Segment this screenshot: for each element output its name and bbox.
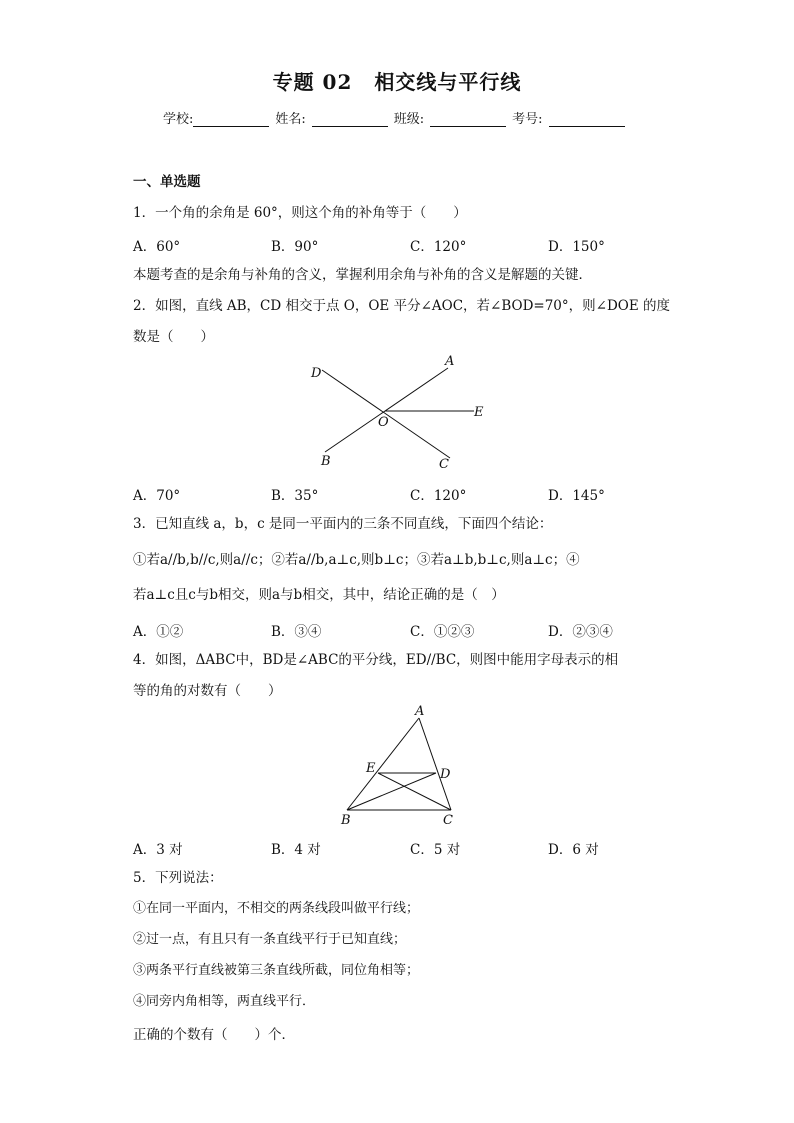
question-5-item-4: ④同旁内角相等，两直线平行． (133, 994, 316, 1009)
question-5-item-2: ②过一点，有且只有一条直线平行于已知直线； (133, 932, 407, 947)
title-topic-number: 专题 02 (272, 70, 353, 94)
option-d[interactable]: D．②③④ (548, 624, 613, 640)
line-dc (322, 370, 450, 458)
title-topic-name: 相交线与平行线 (374, 70, 522, 94)
question-4-text-line2: 等的角的对数有（ ） (133, 683, 282, 699)
option-d[interactable]: D．6 对 (548, 842, 599, 858)
label-b: B (321, 454, 331, 469)
question-5-text: 5．下列说法： (133, 870, 223, 886)
question-3-options (133, 620, 693, 638)
question-3-statements: ①若a//b,b//c,则a//c；②若a//b,a⊥c,则b⊥c；③若a⊥b,b⊥c,则a⊥c；④ (133, 552, 580, 568)
question-2-text-line2: 数是（ ） (133, 329, 214, 345)
label-e: E (474, 405, 484, 420)
question-3-statement-4: 若a⊥c且c与b相交，则a与b相交，其中，结论正确的是（ ） (133, 587, 505, 603)
option-a[interactable]: A．①② (133, 624, 184, 640)
option-c[interactable]: C．120° (410, 239, 467, 255)
name-field[interactable] (312, 112, 388, 127)
question-4-text-line1: 4．如图，ΔABC中，BD是∠ABC的平分线，ED//BC，则图中能用字母表示的相 (133, 652, 619, 668)
label-a: A (415, 704, 425, 719)
question-5-item-1: ①在同一平面内，不相交的两条线段叫做平行线； (133, 901, 420, 916)
class-label: 班级: (393, 112, 425, 127)
option-c[interactable]: C．120° (410, 488, 467, 504)
question-4-options (133, 838, 693, 856)
question-2-options (133, 484, 693, 502)
question-5-item-3: ③两条平行直线被第三条直线所截，同位角相等； (133, 963, 420, 978)
question-5-prompt: 正确的个数有（ ）个． (133, 1027, 295, 1043)
line-ab (325, 368, 448, 452)
option-c[interactable]: C．①②③ (410, 624, 475, 640)
name-label: 姓名: (275, 112, 306, 127)
class-field[interactable] (430, 112, 506, 127)
question-1-note: 本题考查的是余角与补角的含义，掌握利用余角与补角的含义是解题的关键． (133, 267, 592, 283)
label-c: C (439, 457, 449, 472)
question-3-text: 3．已知直线 a，b，c 是同一平面内的三条不同直线，下面四个结论： (133, 516, 553, 532)
option-a[interactable]: A．3 对 (133, 842, 183, 858)
label-c: C (443, 813, 453, 828)
page-title (0, 66, 794, 95)
label-e: E (366, 761, 376, 776)
question-4-figure (330, 700, 470, 830)
label-d: D (311, 366, 322, 381)
question-1-options (133, 235, 693, 253)
option-d[interactable]: D．150° (548, 239, 605, 255)
label-b: B (341, 813, 351, 828)
exam-no-label: 考号: (512, 112, 543, 127)
option-a[interactable]: A．60° (133, 239, 181, 255)
section-heading: 一、单选题 (133, 174, 201, 190)
question-2-figure (300, 350, 500, 475)
school-label: 学校: (163, 112, 194, 127)
label-o: O (378, 415, 389, 430)
option-b[interactable]: B．90° (271, 239, 319, 255)
option-b[interactable]: B．4 对 (271, 842, 321, 858)
question-2-text-line1: 2．如图，直线 AB，CD 相交于点 O，OE 平分∠AOC，若∠BOD=70°，则∠DOE 的度 (133, 298, 670, 314)
option-b[interactable]: B．35° (271, 488, 319, 504)
segment-bd (347, 773, 436, 810)
exam-no-field[interactable] (549, 112, 625, 127)
student-info-line (163, 108, 631, 127)
label-a: A (445, 354, 455, 369)
label-d: D (440, 767, 451, 782)
school-field[interactable] (193, 112, 269, 127)
option-a[interactable]: A．70° (133, 488, 181, 504)
option-d[interactable]: D．145° (548, 488, 605, 504)
option-c[interactable]: C．5 对 (410, 842, 461, 858)
option-b[interactable]: B．③④ (271, 624, 322, 640)
side-ab (347, 718, 419, 810)
question-1-text: 1．一个角的余角是 60°，则这个角的补角等于（ ） (133, 205, 467, 221)
